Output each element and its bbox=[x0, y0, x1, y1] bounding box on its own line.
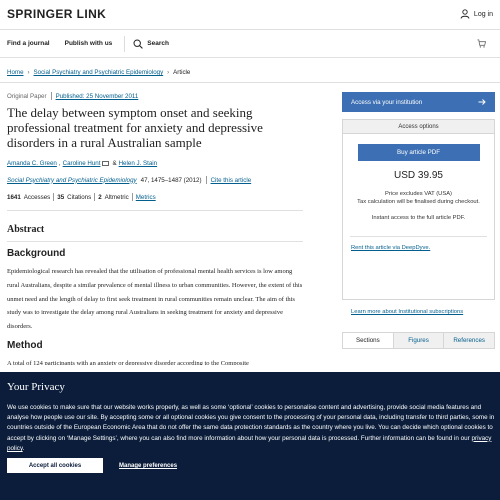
author-link[interactable]: Amanda C. Green bbox=[7, 160, 57, 167]
article-tabs bbox=[342, 332, 495, 349]
login-button[interactable] bbox=[460, 9, 493, 19]
search-label: Search bbox=[147, 40, 169, 47]
rent-deepdyve-link[interactable]: Rent this article via DeepDyve. bbox=[351, 245, 431, 251]
divider bbox=[7, 241, 303, 242]
divider bbox=[350, 236, 487, 237]
price-tax-note: Tax calculation will be finalised during checkout. bbox=[357, 199, 480, 205]
metrics-divider bbox=[132, 193, 133, 201]
method-heading: Method bbox=[7, 339, 43, 351]
altmetric-count: 2 bbox=[98, 193, 102, 201]
accesses-count: 1641 bbox=[7, 193, 21, 201]
journal-link[interactable]: Social Psychiatry and Psychiatric Epidemiology bbox=[7, 176, 137, 184]
published-date-link[interactable]: Published: 25 November 2011 bbox=[55, 92, 139, 100]
tab-references[interactable]: References bbox=[443, 333, 494, 348]
divider bbox=[7, 210, 303, 211]
background-heading: Background bbox=[7, 248, 66, 259]
citations-label: Citations bbox=[67, 193, 92, 201]
user-icon bbox=[460, 9, 470, 19]
manage-preferences-link[interactable]: Manage preferences bbox=[119, 463, 178, 469]
tab-sections[interactable]: Sections bbox=[343, 333, 393, 348]
background-paragraph: Epidemiological research has revealed that the utilisation of professional mental health services is low among rural Australians, despite a similar prevalence of mental illness to urban communities. However, the extent of this unmet need and the length of delay to first seek treatment in rural communities remain unclear. The aim of this study was to investigate the delay among rural Australians in seeking treatment for anxiety and depressive disorders. bbox=[7, 268, 303, 331]
divider bbox=[0, 82, 500, 83]
accept-all-cookies-button[interactable]: Accept all cookies bbox=[7, 458, 103, 473]
article-meta bbox=[7, 92, 303, 100]
article-price: USD 39.95 bbox=[394, 170, 443, 181]
meta-divider bbox=[206, 176, 207, 184]
citations-count: 35 bbox=[57, 193, 65, 201]
breadcrumb-journal[interactable]: Social Psychiatry and Psychiatric Epidemiology bbox=[33, 69, 164, 76]
abstract-heading: Abstract bbox=[7, 224, 45, 235]
meta-divider bbox=[51, 92, 52, 100]
access-options-body bbox=[343, 134, 494, 299]
find-journal-link[interactable]: Find a journal bbox=[7, 40, 50, 47]
breadcrumb-separator: › bbox=[167, 69, 170, 76]
method-paragraph: A total of 124 participants with an anxiety or depressive disorder according to the Composite bbox=[7, 359, 249, 365]
publish-with-us-link[interactable]: Publish with us bbox=[64, 40, 113, 47]
metrics-divider bbox=[94, 193, 95, 201]
breadcrumb-home[interactable]: Home bbox=[7, 69, 24, 76]
access-via-institution-button[interactable] bbox=[342, 92, 495, 112]
author-separator: , bbox=[58, 160, 61, 167]
metrics-divider bbox=[53, 193, 54, 201]
cookie-title: Your Privacy bbox=[7, 381, 65, 393]
article-main bbox=[7, 92, 303, 365]
search-button[interactable] bbox=[133, 39, 169, 49]
altmetric-label: Altmetric bbox=[104, 193, 129, 201]
buy-article-pdf-button[interactable]: Buy article PDF bbox=[358, 144, 480, 161]
cookie-body-end: . bbox=[22, 444, 25, 452]
citation-volume: 47, 1475–1487 (2012) bbox=[140, 176, 202, 184]
citation-line bbox=[7, 176, 303, 184]
instant-access-note: Instant access to the full article PDF. bbox=[371, 215, 466, 221]
article-type: Original Paper bbox=[7, 92, 47, 100]
article-metrics bbox=[7, 193, 303, 201]
cart-icon[interactable] bbox=[477, 39, 486, 48]
site-header bbox=[0, 0, 500, 30]
author-link[interactable]: Caroline Hunt bbox=[62, 160, 101, 167]
author-list bbox=[7, 160, 303, 167]
accesses-label: Accesses bbox=[23, 193, 51, 201]
arrow-right-icon bbox=[478, 98, 486, 106]
main-nav bbox=[0, 30, 500, 58]
email-icon[interactable] bbox=[102, 161, 109, 166]
institutional-subscriptions-link[interactable]: Learn more about Institutional subscriptions bbox=[351, 309, 464, 315]
search-icon bbox=[133, 39, 143, 49]
login-label: Log in bbox=[473, 10, 493, 18]
metrics-link[interactable]: Metrics bbox=[135, 193, 156, 201]
author-and: & bbox=[112, 160, 117, 167]
author-link[interactable]: Helen J. Stain bbox=[118, 160, 158, 167]
access-via-institution-label: Access via your institution bbox=[351, 98, 423, 106]
access-sidebar bbox=[342, 92, 495, 349]
nav-divider bbox=[124, 36, 125, 52]
breadcrumb-separator: › bbox=[27, 69, 30, 76]
cookie-body: We use cookies to make sure that our website works properly, as well as some ‘optional’ cookies to personalise content and advertising, provide social media features and analyse how people use our site. By accepting some or all optional cookies you give consent to the processing of your personal data, including transfer to third parties, some in countries outside of the European Economic Area that do not offer the same data protection standards as the country where you live. You can decide which optional cookies to accept by clicking on ‘Manage Settings’, where you can also find more information about how your personal data is processed. Further information can be found in our bbox=[7, 404, 495, 442]
cite-this-article-link[interactable]: Cite this article bbox=[210, 176, 252, 184]
price-vat-note: Price excludes VAT (USA) bbox=[384, 191, 452, 197]
tab-figures[interactable]: Figures bbox=[393, 333, 444, 348]
cookie-banner bbox=[0, 372, 500, 500]
access-options-box bbox=[342, 119, 495, 300]
article-title: The delay between symptom onset and seeking professional treatment for anxiety and depressive disorders in a rural Australian sample bbox=[7, 105, 263, 150]
springer-link-logo[interactable]: SPRINGER LINK bbox=[7, 7, 107, 21]
price-note bbox=[357, 190, 480, 206]
access-options-heading: Access options bbox=[343, 120, 494, 134]
cookie-text bbox=[7, 403, 495, 454]
privacy-policy-link[interactable]: privacy policy bbox=[7, 434, 492, 452]
breadcrumb bbox=[7, 69, 190, 76]
breadcrumb-current: Article bbox=[173, 69, 191, 76]
